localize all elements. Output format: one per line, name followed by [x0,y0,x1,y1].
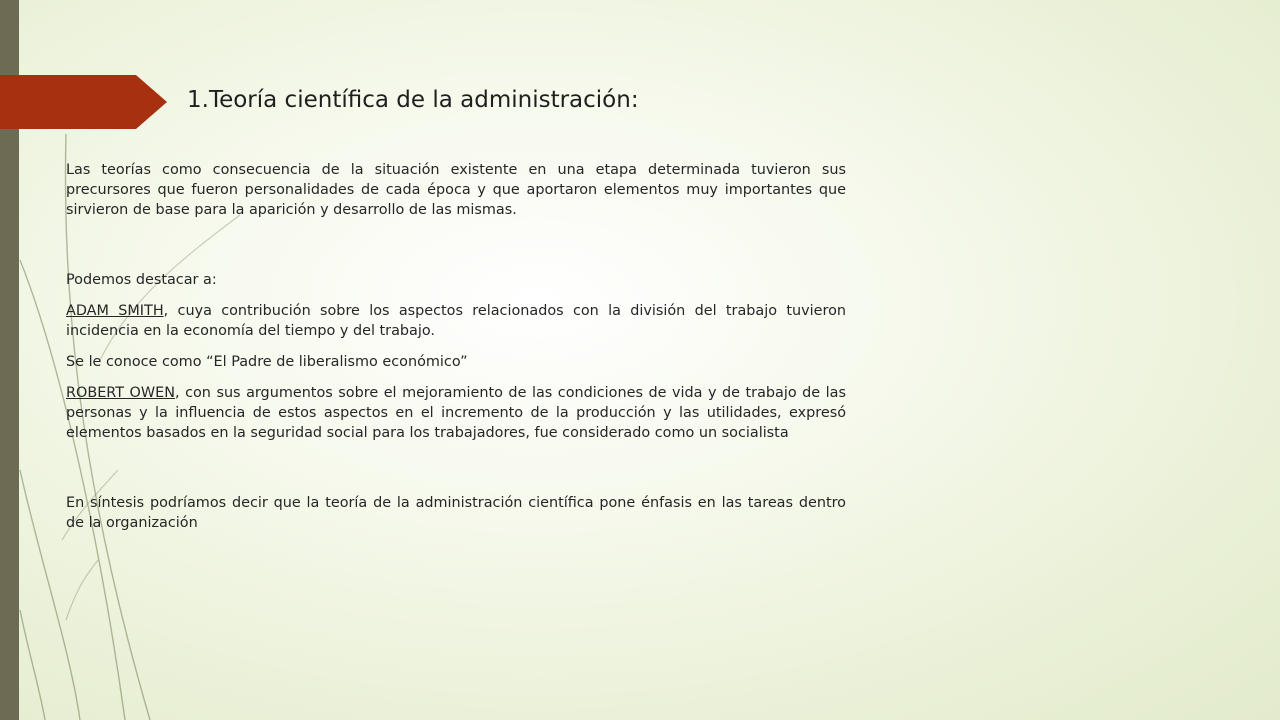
adam-smith-link[interactable]: ADAM SMITH [66,303,164,319]
smith-paragraph [66,301,846,341]
title-arrow-shape [0,75,167,129]
owen-description: , con sus argumentos sobre el mejoramiento de las condiciones de vida y de trabajo de las personas y la influencia de estos aspectos en el incremento de la producción y las utilidades, expresó elementos basados en la seguridad social para los trabajadores, fue considerado como un socialista [66,385,846,441]
owen-paragraph [66,383,846,443]
robert-owen-link[interactable]: ROBERT OWEN [66,385,175,401]
intro-paragraph: Las teorías como consecuencia de la situación existente en una etapa determinada tuvieron sus precursores que fueron personalidades de cada época y que aportaron elementos muy importantes que sirvieron de base para la aparición y desarrollo de las mismas. [66,162,846,218]
smith-description: , cuya contribución sobre los aspectos relacionados con la división del trabajo tuvieron incidencia en la economía del tiempo y del trabajo. [66,303,846,339]
slide-body [66,160,846,533]
lead-text: Podemos destacar a: [66,272,217,288]
smith-note: Se le conoce como “El Padre de liberalismo económico” [66,354,468,370]
conclusion-paragraph: En síntesis podríamos decir que la teoría de la administración científica pone énfasis en las tareas dentro de la organización [66,495,846,531]
slide-title: 1.Teoría científica de la administración: [187,87,639,113]
